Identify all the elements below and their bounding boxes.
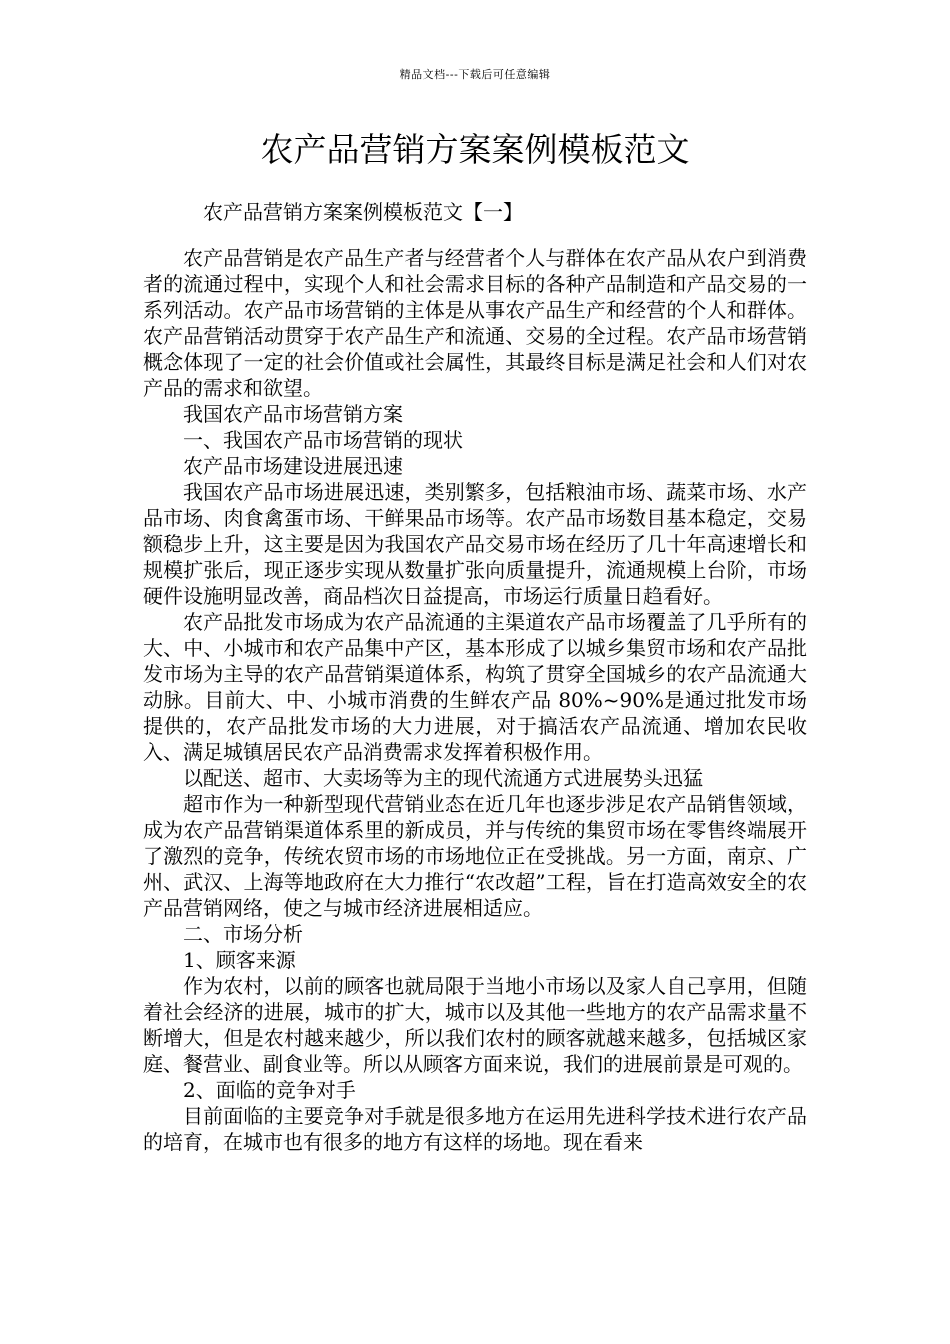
heading-customer-source: 1、顾客来源 [183,948,296,972]
document-title: 农产品营销方案案例模板范文 [260,130,690,169]
heading-competitors: 2、面临的竞争对手 [183,1078,356,1102]
paragraph-market-construction: 我国农产品市场进展迅速，类别繁多，包括粮油市场、蔬菜市场、水产品市场、肉食禽蛋市场、干鲜果品市场等。农产品市场数目基本稳定，交易额稳步上升，这主要是因为我国农产品交易市场在经历了几十年高速增长和规模扩张后，现正逐步实现从数量扩张向质量提升，流通规模上台阶，市场硬件设施明显改善，商品档次日益提高，市场运行质量日趋看好。 [143,480,807,608]
document-body [143,245,807,1155]
heading-modern-distribution: 以配送、超市、大卖场等为主的现代流通方式进展势头迅猛 [183,766,703,790]
heading-status: 一、我国农产品市场营销的现状 [183,428,463,452]
header-note: 精品文档---下载后可任意编辑 [399,68,551,81]
paragraph-wholesale: 农产品批发市场成为农产品流通的主渠道农产品市场覆盖了几乎所有的大、中、小城市和农产品集中产区，基本形成了以城乡集贸市场和农产品批发市场为主导的农产品营销渠道体系，构筑了贯穿全国城乡的农产品流通大动脉。目前大、中、小城市消费的生鲜农产品 80%~90%是通过批发市场提供的，农产品批发市场的大力进展，对于搞活农产品流通、增加农民收入、满足城镇居民农产品消费需求发挥着积极作用。 [143,610,807,764]
paragraph-intro: 农产品营销是农产品生产者与经营者个人与群体在农产品从农户到消费者的流通过程中，实现个人和社会需求目标的各种产品制造和产品交易的一系列活动。农产品市场营销的主体是从事农产品生产和经营的个人和群体。农产品营销活动贯穿于农产品生产和流通、交易的全过程。农产品市场营销概念体现了一定的社会价值或社会属性，其最终目标是满足社会和人们对农产品的需求和欲望。 [143,246,807,400]
section-subtitle: 农产品营销方案案例模板范文【一】 [203,200,523,224]
paragraph-supermarket: 超市作为一种新型现代营销业态在近几年也逐步涉足农产品销售领域，成为农产品营销渠道体系里的新成员，并与传统的集贸市场在零售终端展开了激烈的竞争，传统农贸市场的市场地位正在受挑战。另一方面，南京、广州、武汉、上海等地政府在大力推行“农改超”工程，旨在打造高效安全的农产品营销网络，使之与城市经济进展相适应。 [143,792,807,920]
paragraph-competitors: 目前面临的主要竞争对手就是很多地方在运用先进科学技术进行农产品的培育，在城市也有很多的地方有这样的场地。现在看来 [143,1104,807,1154]
heading-plan: 我国农产品市场营销方案 [183,402,403,426]
heading-market-analysis: 二、市场分析 [183,922,303,946]
heading-market-construction: 农产品市场建设进展迅速 [183,454,403,478]
paragraph-customer-source: 作为农村，以前的顾客也就局限于当地小市场以及家人自己享用，但随着社会经济的进展，城市的扩大，城市以及其他一些地方的农产品需求量不断增大，但是农村越来越少，所以我们农村的顾客就越来越多，包括城区家庭、餐营业、副食业等。所以从顾客方面来说，我们的进展前景是可观的。 [143,974,807,1076]
